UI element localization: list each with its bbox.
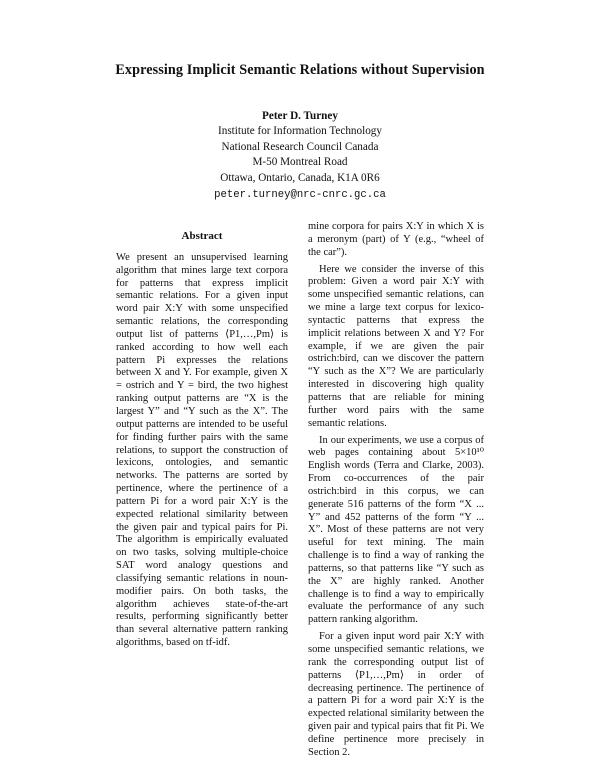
affiliation-line: National Research Council Canada <box>221 140 379 153</box>
abstract-text: We present an unsupervised learning algorithm that mines large text corpora for patterns that express implicit semantic relations. For a given input word pair X:Y with some unspecified semantic relations, the corresponding output list of patterns ⟨P1,…,Pm⟩ is ranked according to how well each pattern Pi expresses the relations between X and Y. For example, given X = ostrich and Y = bird, the two highest ranking output patterns are “X is the largest Y” and “Y such as the X”. The output patterns are intended to be useful for finding further pairs with the same relations, to support the construction of lexicons, ontologies, and semantic networks. The patterns are sorted by pertinence, where the pertinence of a pattern Pi for a word pair X:Y is the expected relational similarity between the given pair and typical pairs for Pi. The algorithm is empirically evaluated on two tasks, solving multiple-choice SAT word analogy questions and classifying semantic relations in noun-modifier pairs. On both tasks, the algorithm achieves state-of-the-art results, performing significantly better than several alternative pattern ranking algorithms, based on tf-idf. <box>116 251 288 649</box>
affiliation-line: M-50 Montreal Road <box>252 156 348 169</box>
affiliation-line: Institute for Information Technology <box>218 125 382 138</box>
affiliation-line: Ottawa, Ontario, Canada, K1A 0R6 <box>220 171 380 184</box>
abstract-column <box>116 230 288 649</box>
paper-title: Expressing Implicit Semantic Relations without Supervision <box>115 62 485 78</box>
author-block <box>0 109 600 203</box>
body-column <box>308 221 484 758</box>
body-paragraph: In our experiments, we use a corpus of web pages containing about 5×10¹⁰ English words (Terra and Clarke, 2003). From co-occurrences of the pair ostrich:bird in this corpus, we can generate 516 patterns of the form “X ... Y” and 452 patterns of the form “Y ... X”. Most of these patterns are not very useful for text mining. The main challenge is to find a way of ranking the patterns, so that patterns like “Y such as the X” are highly ranked. Another challenge is to find a way to empirically evaluate the performance of any such pattern ranking algorithm. <box>308 434 484 626</box>
body-paragraph: For a given input word pair X:Y with some unspecified semantic relations, we rank the corresponding output list of patterns ⟨P1,…,Pm⟩ in order of decreasing pertinence. The pertinence of a pattern Pi for a word pair X:Y is the expected relational similarity between the given pair and typical pairs that fit Pi. We define pertinence more precisely in Section 2. <box>308 631 484 758</box>
author-name: Peter D. Turney <box>262 110 338 122</box>
body-paragraph: Here we consider the inverse of this problem: Given a word pair X:Y with some unspecified semantic relations, can we mine a large text corpus for lexico-syntactic patterns that express the implicit relations between X and Y? For example, if we are given the pair ostrich:bird, can we discover the pattern “Y such as the X”? We are particularly interested in discovering high quality patterns that are reliable for mining further word pairs with the same semantic relations. <box>308 263 484 429</box>
abstract-heading: Abstract <box>181 230 223 242</box>
body-paragraph: mine corpora for pairs X:Y in which X is a meronym (part) of Y (e.g., “wheel of the car”). <box>308 221 484 258</box>
author-email: peter.turney@nrc-cnrc.gc.ca <box>214 189 386 202</box>
